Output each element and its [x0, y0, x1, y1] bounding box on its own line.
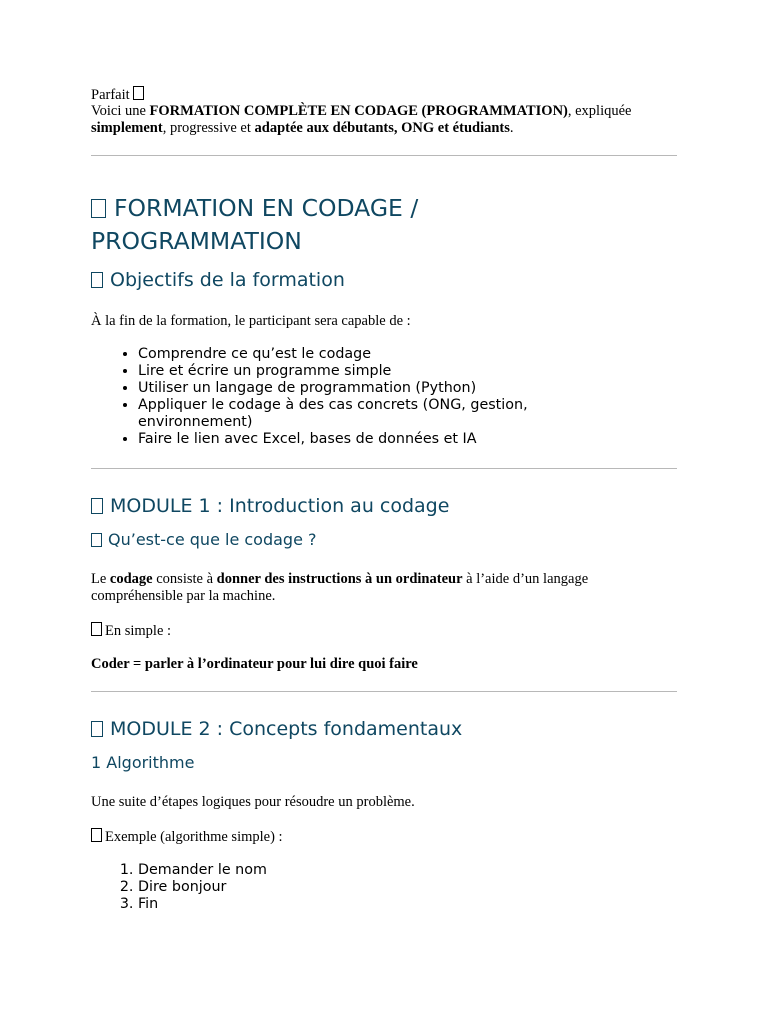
intro-paragraph: Voici une FORMATION COMPLÈTE EN CODAGE (PROGRAMMATION), expliquée simplement, progressive et adaptée aux débutants, ONG et étudiants. — [91, 103, 632, 136]
module1-subheading: Qu’est-ce que le codage ? — [91, 530, 317, 550]
module1-simple-label: En simple : — [91, 622, 171, 640]
list-item: • Appliquer le codage à des cas concrets (ONG, gestion, environnement) — [138, 397, 578, 431]
objectives-list — [91, 346, 678, 448]
module2-subheading: 1 Algorithme — [91, 753, 195, 772]
algorithm-steps — [91, 862, 438, 913]
list-item: • Lire et écrire un programme simple — [138, 363, 678, 380]
emoji-placeholder-icon — [91, 721, 103, 737]
divider — [91, 691, 677, 692]
list-item: • Comprendre ce qu’est le codage — [138, 346, 678, 363]
emoji-placeholder-icon — [91, 272, 103, 288]
module2-example-label: Exemple (algorithme simple) : — [91, 828, 283, 846]
module1-simple-definition: Coder = parler à l’ordinateur pour lui dire quoi faire — [91, 656, 418, 672]
page-title: FORMATION EN CODAGE / PROGRAMMATION — [91, 194, 419, 255]
divider — [91, 155, 677, 156]
list-item: 3. Fin — [138, 896, 438, 913]
module1-heading: MODULE 1 : Introduction au codage — [91, 494, 449, 518]
list-item: 1. Demander le nom — [138, 862, 438, 879]
emoji-placeholder-icon — [91, 828, 102, 842]
objectives-intro: À la fin de la formation, le participant sera capable de : — [91, 313, 411, 329]
objectives-heading: Objectifs de la formation — [91, 268, 345, 292]
intro-parfait: Parfait — [91, 86, 147, 104]
emoji-placeholder-icon — [91, 533, 102, 547]
module2-definition: Une suite d’étapes logiques pour résoudre un problème. — [91, 794, 415, 810]
module2-heading: MODULE 2 : Concepts fondamentaux — [91, 717, 462, 741]
module1-definition: Le codage consiste à donner des instructions à un ordinateur à l’aide d’un langage compréhensible par la machine. — [91, 571, 589, 604]
list-item: • Utiliser un langage de programmation (Python) — [138, 380, 678, 397]
divider — [91, 468, 677, 469]
emoji-placeholder-icon — [133, 86, 144, 100]
list-item: • Faire le lien avec Excel, bases de données et IA — [138, 431, 678, 448]
emoji-placeholder-icon — [91, 498, 103, 514]
emoji-placeholder-icon — [91, 622, 102, 636]
list-item: 2. Dire bonjour — [138, 879, 438, 896]
emoji-placeholder-icon — [91, 199, 106, 218]
